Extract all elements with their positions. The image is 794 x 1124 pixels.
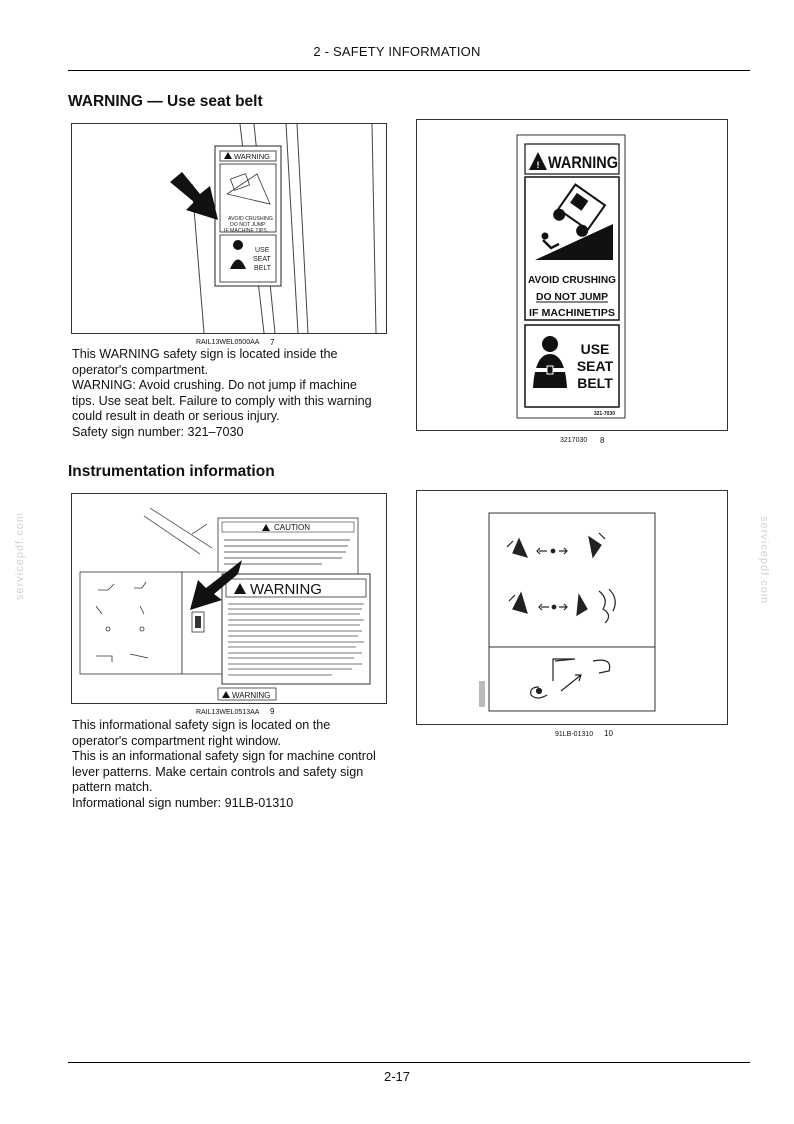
svg-text:USE: USE — [580, 341, 610, 357]
svg-text:WARNING: WARNING — [250, 581, 322, 598]
svg-text:SEAT: SEAT — [253, 256, 271, 263]
svg-text:BELT: BELT — [254, 265, 271, 272]
svg-text:WARNING: WARNING — [234, 152, 270, 161]
figure-10-caption: 91LB-01310 — [555, 731, 594, 738]
svg-text:DO NOT JUMP: DO NOT JUMP — [230, 222, 266, 228]
watermark-right: servicepdf.com — [758, 516, 770, 604]
cab-interior-illustration — [72, 124, 386, 333]
page-header-title: 2 - SAFETY INFORMATION — [313, 44, 481, 59]
figure-8-caption: 3217030 — [560, 437, 588, 444]
footer-rule — [68, 1062, 750, 1063]
figure-warning-decal — [416, 119, 728, 431]
svg-text:AVOID CRUSHING: AVOID CRUSHING — [528, 275, 617, 286]
svg-text:IF MACHINE TIPS: IF MACHINE TIPS — [224, 228, 267, 234]
window-decals-illustration — [72, 494, 386, 703]
figure-7-number: 7 — [270, 338, 275, 347]
figure-seat-belt-location — [71, 123, 387, 334]
figure-9-caption: RAIL13WEL0513AA — [196, 709, 260, 716]
svg-text:WARNING: WARNING — [232, 691, 271, 700]
svg-text:IF MACHINETIPS: IF MACHINETIPS — [529, 308, 616, 319]
svg-text:WARNING: WARNING — [548, 153, 618, 172]
watermark-left: servicepdf.com — [14, 512, 26, 600]
seat-belt-description: This WARNING safety sign is located inside the operator's compartment. WARNING: Avoid crushing. Do not jump if machine tips. Use seat belt. Failure to comply with this warning could result in death or serious injury. Safety sign number: 321–7030 — [72, 347, 372, 439]
svg-text:AVOID CRUSHING: AVOID CRUSHING — [228, 216, 273, 222]
figure-8-number: 8 — [600, 436, 605, 445]
figure-instrumentation-location — [71, 493, 387, 704]
figure-10-number: 10 — [604, 729, 613, 738]
warning-decal-illustration — [417, 120, 727, 430]
svg-text:321-7030: 321-7030 — [593, 411, 615, 417]
section-title-instrumentation: Instrumentation information — [68, 463, 275, 480]
figure-lever-pattern-sign — [416, 490, 728, 725]
figure-9-number: 9 — [270, 707, 275, 716]
svg-text:DO NOT JUMP: DO NOT JUMP — [536, 292, 609, 303]
svg-text:BELT: BELT — [577, 375, 613, 391]
page-number: 2-17 — [383, 1069, 411, 1084]
svg-text:USE: USE — [255, 247, 270, 254]
wall-decal — [215, 146, 281, 286]
header-rule — [68, 70, 750, 71]
svg-text:!: ! — [536, 160, 540, 170]
svg-text:CAUTION: CAUTION — [274, 523, 310, 532]
lever-pattern-illustration — [417, 491, 727, 724]
svg-text:SEAT: SEAT — [576, 358, 614, 374]
figure-7-caption: RAIL13WEL0500AA — [196, 339, 260, 346]
instrumentation-description: This informational safety sign is located on the operator's compartment right window. This is an informational safety sign for machine control lever patterns. Make certain controls and safety sign pattern match. Informational sign number: 91LB-01310 — [72, 718, 376, 810]
section-title-seat-belt: WARNING — Use seat belt — [68, 93, 263, 110]
